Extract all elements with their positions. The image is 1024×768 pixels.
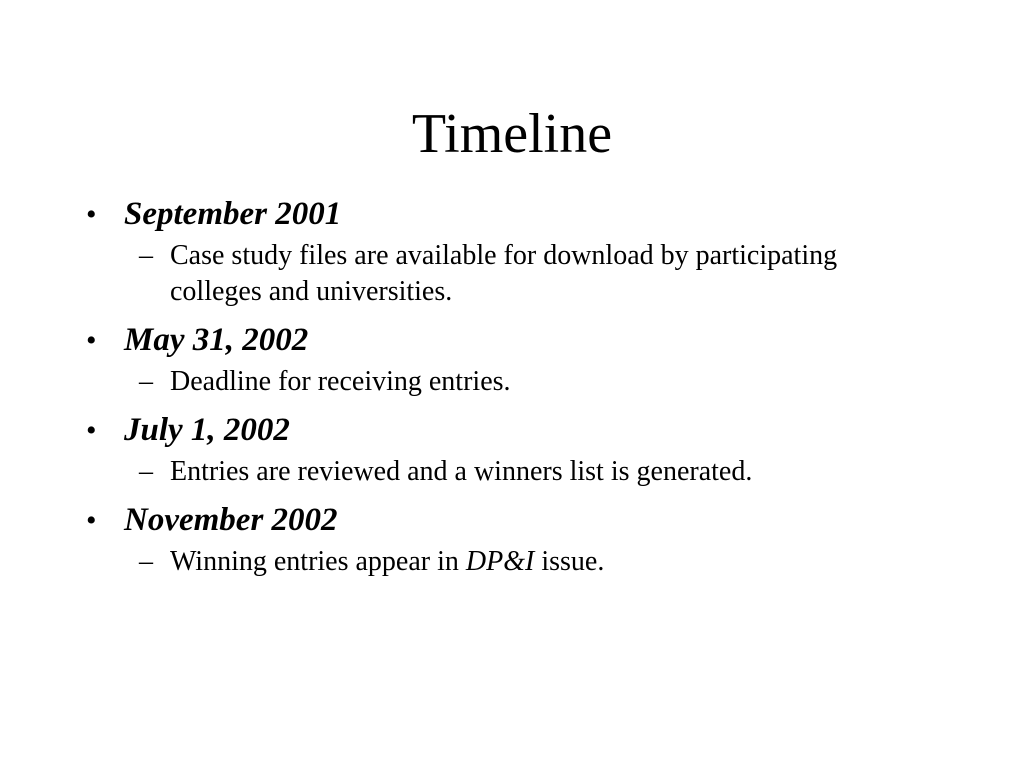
dash-icon: – [139, 546, 153, 577]
timeline-detail [139, 364, 879, 400]
timeline-bullet-row [86, 316, 946, 364]
timeline-item [86, 406, 946, 490]
timeline-detail-text: Entries are reviewed and a winners list is generated. [170, 456, 753, 487]
timeline-detail-text: Deadline for receiving entries. [170, 366, 511, 397]
timeline-details [86, 238, 946, 310]
timeline-detail-text: Case study files are available for download by participating colleges and universities. [170, 240, 838, 307]
timeline-date: November 2002 [124, 502, 338, 538]
timeline-bullet-row [86, 406, 946, 454]
detail-text-after: issue. [534, 546, 605, 577]
dash-icon: – [139, 240, 153, 271]
timeline-detail [139, 238, 879, 310]
bullet-icon: • [86, 414, 97, 447]
timeline-bullet-row [86, 496, 946, 544]
timeline-details [86, 544, 946, 580]
dash-icon: – [139, 456, 153, 487]
timeline-details [86, 454, 946, 490]
timeline-date: September 2001 [124, 196, 342, 232]
slide-title: Timeline [411, 103, 613, 165]
timeline-date: May 31, 2002 [124, 322, 309, 358]
timeline-item [86, 190, 946, 310]
bullet-icon: • [86, 198, 97, 231]
timeline-details [86, 364, 946, 400]
dash-icon: – [139, 366, 153, 397]
timeline-detail [139, 544, 879, 580]
timeline-date: July 1, 2002 [124, 412, 290, 448]
timeline-item [86, 496, 946, 580]
timeline-list [86, 190, 946, 586]
bullet-icon: • [86, 504, 97, 537]
timeline-detail [139, 454, 879, 490]
bullet-icon: • [86, 324, 97, 357]
detail-text-before: Winning entries appear in [170, 546, 466, 577]
timeline-item [86, 316, 946, 400]
publication-name: DP&I [465, 546, 535, 577]
timeline-detail-text [170, 544, 604, 580]
timeline-bullet-row [86, 190, 946, 238]
